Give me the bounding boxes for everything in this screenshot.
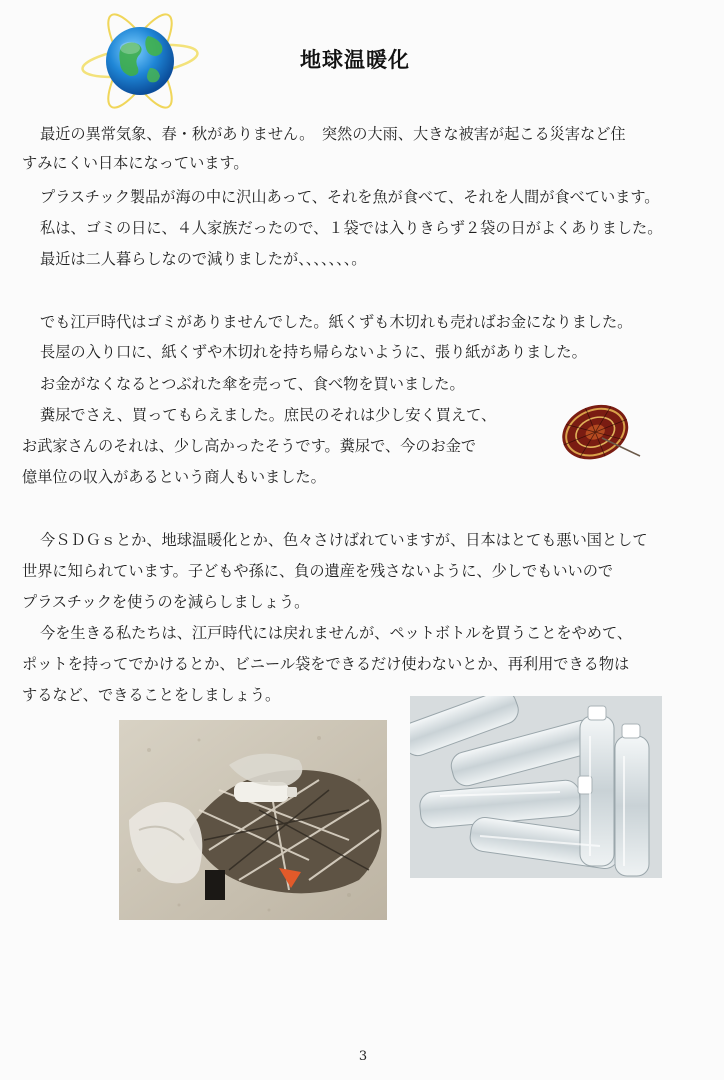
paragraph-2-line-3: お金がなくなるとつぶれた傘を売って、食べ物を買いました。 (40, 375, 465, 393)
paragraph-2-line-5: お武家さんのそれは、少し高かったそうです。糞尿で、今のお金で (22, 437, 477, 455)
globe-icon (78, 6, 202, 116)
paragraph-1-line-1: 最近の異常気象、春・秋がありません。 突然の大雨、大きな被害が起こる災害など住 (40, 125, 626, 143)
paragraph-3-line-2: 世界に知られています。子どもや孫に、負の遺産を残さないように、少しでもいいので (22, 562, 614, 580)
paragraph-2-line-1: でも江戸時代はゴミがありませんでした。紙くずも木切れも売ればお金になりました。 (40, 313, 633, 331)
paragraph-1-line-3: プラスチック製品が海の中に沢山あって、それを魚が食べて、それを人間が食べています。 (40, 188, 660, 206)
paragraph-1-line-4: 私は、ゴミの日に、４人家族だったので、１袋では入りきらず２袋の日がよくありました。 (40, 219, 663, 237)
paragraph-3-line-3: プラスチックを使うのを減らしましょう。 (22, 593, 310, 611)
beach-litter-photo (119, 720, 387, 920)
paragraph-3-line-5: ポットを持ってでかけるとか、ビニール袋をできるだけ使わないとか、再利用できる物は (22, 655, 630, 673)
paragraph-3-line-4: 今を生きる私たちは、江戸時代には戻れませんが、ペットボトルを買うことをやめて、 (40, 624, 633, 642)
paragraph-2-line-4: 糞尿でさえ、買ってもらえました。庶民のそれは少し安く買えて、 (40, 406, 497, 424)
paper-umbrella-icon (556, 398, 646, 474)
paragraph-2-line-2: 長屋の入り口に、紙くずや木切れを持ち帰らないように、張り紙がありました。 (40, 343, 587, 361)
page-number: 3 (358, 1049, 368, 1064)
plastic-bottles-photo (410, 696, 662, 878)
paragraph-1-line-2: すみにくい日本になっています。 (22, 154, 249, 172)
paragraph-1-line-5: 最近は二人暮らしなので減りましたが、、、、、、、。 (40, 250, 367, 268)
paragraph-3-line-6: するなど、できることをしましょう。 (22, 686, 281, 704)
paragraph-3-line-1: 今ＳＤＧｓとか、地球温暖化とか、色々さけばれていますが、日本はとても悪い国として (40, 531, 648, 549)
paragraph-2-line-6: 億単位の収入があるという商人もいました。 (22, 468, 326, 486)
page-title: 地球温暖化 (300, 48, 410, 72)
